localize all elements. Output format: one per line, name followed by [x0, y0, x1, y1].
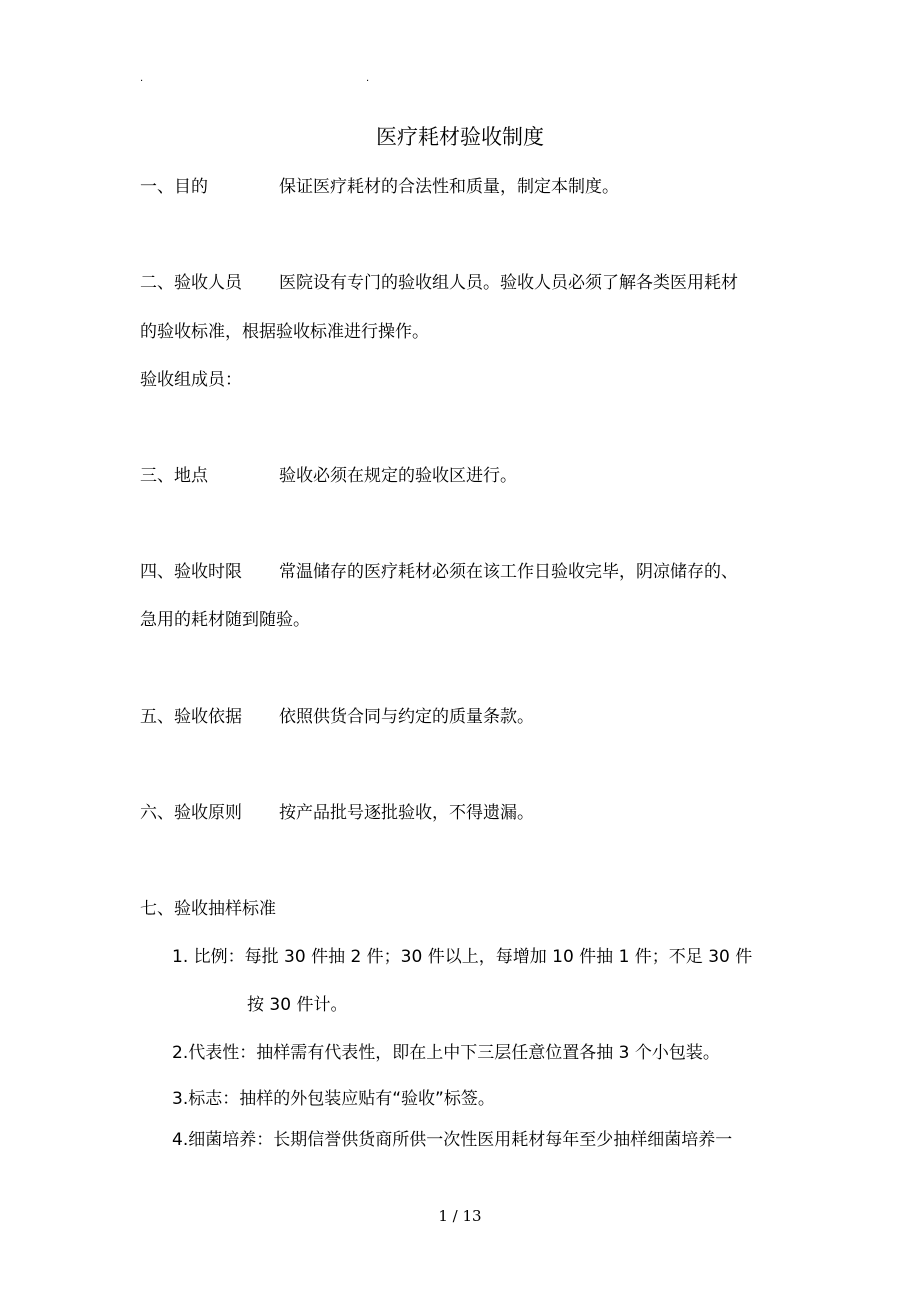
page-number: 1 / 13: [438, 1207, 482, 1225]
section-6-heading: 六、验收原则: [140, 803, 242, 823]
header-mark-right: .: [366, 73, 370, 84]
section-4-continuation: 急用的耗材随到随验。: [140, 610, 310, 630]
section-2-heading: 二、验收人员: [140, 273, 242, 293]
section-5-heading: 五、验收依据: [140, 707, 242, 727]
sampling-item-2: 2.代表性：抽样需有代表性，即在上中下三层任意位置各抽 3 个小包装。: [172, 1043, 720, 1063]
inspection-team-members-label: 验收组成员：: [140, 370, 242, 390]
section-1-text: 保证医疗耗材的合法性和质量，制定本制度。: [279, 177, 619, 197]
section-2-text: 医院设有专门的验收组人员。验收人员必须了解各类医用耗材: [279, 273, 738, 293]
section-3-heading: 三、地点: [140, 466, 208, 486]
section-5-text: 依照供货合同与约定的质量条款。: [279, 707, 534, 727]
section-3-text: 验收必须在规定的验收区进行。: [279, 466, 517, 486]
section-6-text: 按产品批号逐批验收，不得遗漏。: [279, 803, 534, 823]
section-1-heading: 一、目的: [140, 177, 208, 197]
header-mark-left: .: [140, 73, 144, 84]
sampling-item-1-continuation: 按 30 件计。: [247, 995, 348, 1015]
document-title: 医疗耗材验收制度: [376, 125, 544, 149]
sampling-item-1: 1. 比例：每批 30 件抽 2 件；30 件以上，每增加 10 件抽 1 件；不足 30 件: [172, 947, 753, 967]
section-2-continuation: 的验收标准，根据验收标准进行操作。: [140, 322, 429, 342]
sampling-item-4: 4.细菌培养：长期信誉供货商所供一次性医用耗材每年至少抽样细菌培养一: [172, 1130, 733, 1150]
section-7-heading: 七、验收抽样标准: [140, 899, 276, 919]
section-4-text: 常温储存的医疗耗材必须在该工作日验收完毕，阴凉储存的、: [279, 562, 738, 582]
section-4-heading: 四、验收时限: [140, 562, 242, 582]
sampling-item-3: 3.标志：抽样的外包装应贴有“验收”标签。: [172, 1089, 495, 1109]
